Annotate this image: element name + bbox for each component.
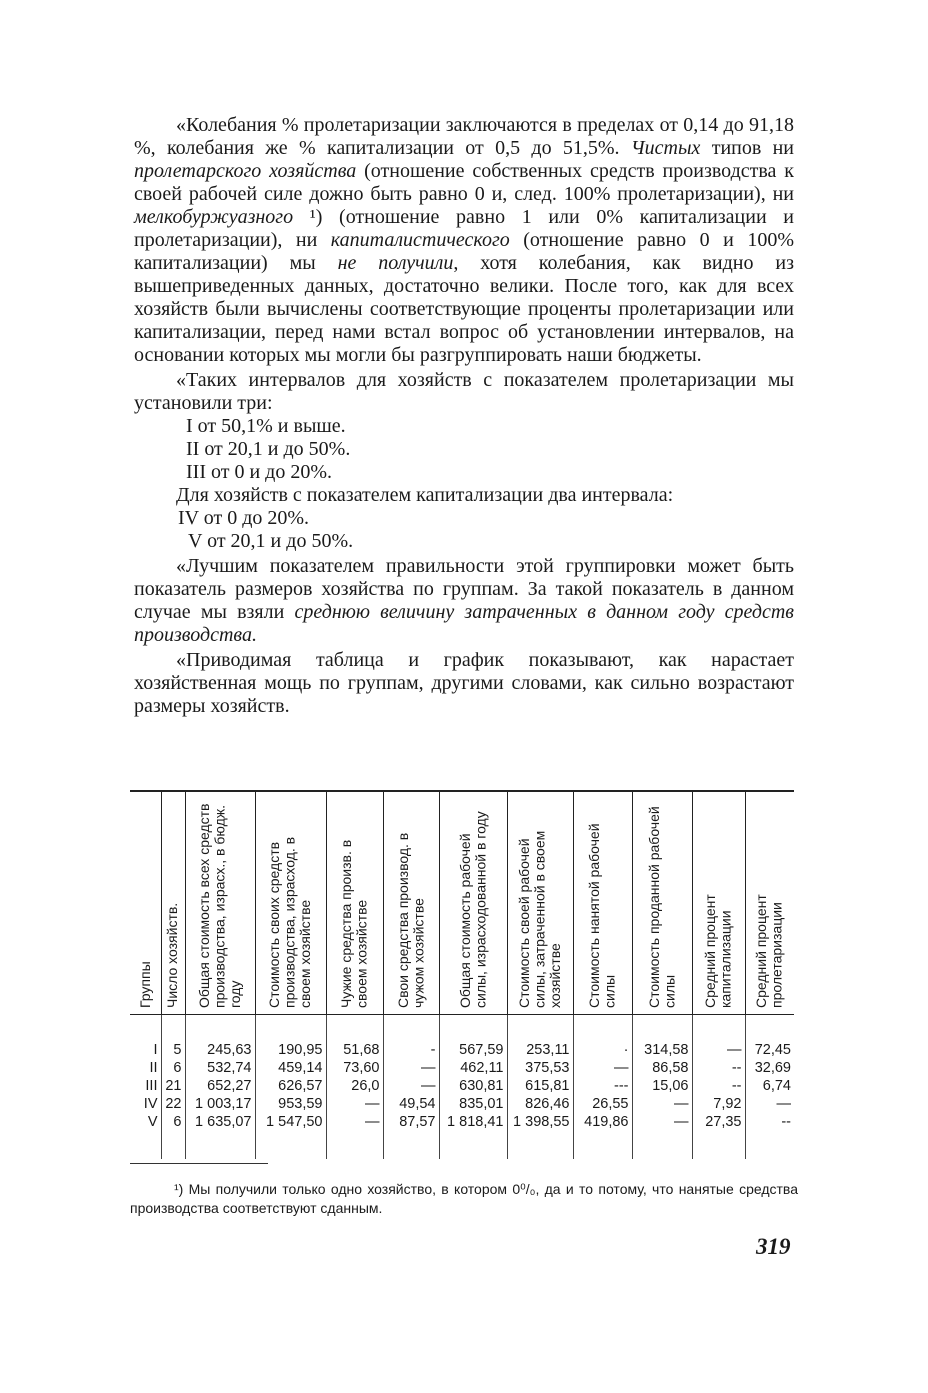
header-cell: Число хозяйств. (161, 791, 185, 1015)
p1-italic-4: капиталистического (330, 229, 510, 251)
table-cell: 72,45 (745, 1041, 794, 1059)
table-row (130, 1059, 794, 1077)
header-cell: Стоимость проданной рабочей силы (632, 791, 692, 1015)
paragraph-3: Для хозяйств с показателем капитализации два интервала: (176, 484, 674, 506)
table-cell: 253,11 (507, 1041, 573, 1059)
table-cell: III (145, 1078, 158, 1094)
footnote (130, 1180, 798, 1218)
table-cell: 1 635,07 (185, 1113, 255, 1131)
table-cell: 567,59 (439, 1041, 507, 1059)
header-cell: Стоимость своих средств производства, израсход. в своем хозяйстве (255, 791, 326, 1015)
p4-text: «Лучшим показателем правильности этой группировки может быть показатель размеров хозяйства по группам. За такой показатель в данном случае мы взяли (134, 555, 794, 623)
table-cell: -- (692, 1077, 745, 1095)
table-cell: — (692, 1041, 745, 1059)
p4-italic: среднюю величину затраченных в данном году средств производства. (134, 601, 794, 646)
table-cell: 21 (161, 1077, 185, 1095)
table-cell: I (153, 1042, 158, 1058)
data-table-wrapper (130, 790, 794, 1165)
table-cell: 375,53 (507, 1059, 573, 1077)
table-cell: 27,35 (692, 1113, 745, 1131)
table-cell: 190,95 (255, 1041, 326, 1059)
table-cell: 26,0 (326, 1077, 383, 1095)
p1-text-6: , хотя колебания, как видно из вышеприведенных данных, достаточно велики. После того, как для всех хозяйств были вычислены соответствующие проценты пролетаризации или капитализации, перед нами встал вопрос об установлении интервалов, на основании которых мы могли бы разгруппировать наши бюджеты. (134, 252, 794, 366)
table-cell: 826,46 (507, 1095, 573, 1113)
table-cell: --- (573, 1077, 632, 1095)
table-cell: 49,54 (383, 1095, 439, 1113)
table-cell: — (573, 1059, 632, 1077)
table-cell: 532,74 (185, 1059, 255, 1077)
table-cell: - (383, 1041, 439, 1059)
table-cell: 73,60 (326, 1059, 383, 1077)
table-cell: 5 (161, 1041, 185, 1059)
table-cell: 1 547,50 (255, 1113, 326, 1131)
table-cell: 32,69 (745, 1059, 794, 1077)
main-text (134, 114, 794, 718)
footnote-text: ¹) Мы получили только одно хозяйство, в котором 0⁰/₀, да и то потому, что нанятые средства производства соответствуют сданным. (130, 1181, 798, 1216)
table-cell: 1 398,55 (507, 1113, 573, 1131)
table-cell: — (383, 1077, 439, 1095)
table-cell: — (383, 1059, 439, 1077)
table-cell: 835,01 (439, 1095, 507, 1113)
table-header-row (130, 791, 794, 1015)
table-cell: 15,06 (632, 1077, 692, 1095)
header-cell: Общая стоимость рабочей силы, израсходованной в году (439, 791, 507, 1015)
page-number: 319 (756, 1234, 791, 1259)
table-cell: 26,55 (573, 1095, 632, 1113)
table-cell: — (326, 1095, 383, 1113)
table-cell: — (745, 1095, 794, 1113)
interval-3: III от 0 и до 20%. (186, 461, 332, 483)
table-tail-row (130, 1131, 794, 1159)
table-cell: 419,86 (573, 1113, 632, 1131)
p1-text-5: (отношение равно 0 и 100% капитализации) мы (134, 229, 794, 274)
p1-italic-5: не получили (337, 252, 454, 274)
table-cell: 459,14 (255, 1059, 326, 1077)
table-cell: · (573, 1041, 632, 1059)
header-cell: Чужие средства произв. в своем хозяйстве (326, 791, 383, 1015)
interval-1: I от 50,1% и выше. (186, 415, 346, 437)
table-cell: 630,81 (439, 1077, 507, 1095)
p1-italic-2: пролетарского хозяйства (134, 160, 357, 182)
p1-text-2: типов ни (700, 137, 795, 159)
table-cell: 51,68 (326, 1041, 383, 1059)
table-cell: 652,27 (185, 1077, 255, 1095)
table-row (130, 1041, 794, 1059)
table-spacer-row (130, 1015, 794, 1042)
interval-4: IV от 0 до 20%. (178, 507, 310, 529)
header-cell: Группы (130, 791, 161, 1015)
table-cell: 953,59 (255, 1095, 326, 1113)
table-cell: — (326, 1113, 383, 1131)
table-cell: II (149, 1060, 158, 1076)
table-cell: 626,57 (255, 1077, 326, 1095)
interval-5: V от 20,1 и до 50%. (188, 530, 354, 552)
table-row (130, 1095, 794, 1113)
header-cell: Общая стоимость всех средств производства, израсх., в бюдж. году (185, 791, 255, 1015)
table-cell: 6 (161, 1059, 185, 1077)
p1-italic-3: мелкобуржуазного (134, 206, 294, 228)
header-cell: Средний процент капитализации (692, 791, 745, 1015)
table-cell: 86,58 (632, 1059, 692, 1077)
paragraph-4 (134, 555, 794, 647)
table-row (130, 1077, 794, 1095)
table-cell: 6 (161, 1113, 185, 1131)
table-cell: V (147, 1114, 158, 1130)
header-cell: Свои средства производ. в чужом хозяйстве (383, 791, 439, 1015)
table-cell: — (632, 1113, 692, 1131)
table-cell: 87,57 (383, 1113, 439, 1131)
p1-italic-1: Чистых (630, 137, 701, 159)
table-cell: — (632, 1095, 692, 1113)
header-cell: Средний процент пролетаризации (745, 791, 794, 1015)
table-cell: IV (143, 1096, 158, 1112)
header-cell: Стоимость своей рабочей силы, затраченной в своем хозяйстве (507, 791, 573, 1015)
table-cell: 245,63 (185, 1041, 255, 1059)
footnote-divider (130, 1163, 268, 1164)
table-cell: 22 (161, 1095, 185, 1113)
table-cell: -- (692, 1059, 745, 1077)
paragraph-5: «Приводимая таблица и график показывают, как нарастает хозяйственная мощь по группам, другими словами, как сильно возрастают размеры хозяйств. (134, 649, 794, 717)
table-cell: 462,11 (439, 1059, 507, 1077)
header-cell: Стоимость нанятой рабочей силы (573, 791, 632, 1015)
table-cell: 314,58 (632, 1041, 692, 1059)
footnote-ref: ¹) (293, 206, 340, 228)
data-table (130, 790, 794, 1159)
p1-text-4: (отношение равно 1 или 0% капитализации и пролетаризации), ни (134, 206, 794, 251)
table-cell: 615,81 (507, 1077, 573, 1095)
interval-2: II от 20,1 и до 50%. (186, 438, 351, 460)
p1-text-3: (отношение собственных средств производства к своей рабочей силе дожно быть равно 0 и, след. 100% пролетаризации), ни (134, 160, 795, 205)
p1-text: «Колебания % пролетаризации заключаются в пределах от 0,14 до 91,18 %, колебания же % капитализации от 0,5 до 51,5%. (134, 114, 794, 159)
table-row (130, 1113, 794, 1131)
paragraph-1 (134, 114, 794, 367)
table-cell: 7,92 (692, 1095, 745, 1113)
table-cell: 1 818,41 (439, 1113, 507, 1131)
table-cell: -- (745, 1113, 794, 1131)
table-cell: 6,74 (745, 1077, 794, 1095)
table-cell: 1 003,17 (185, 1095, 255, 1113)
paragraph-2: «Таких интервалов для хозяйств с показателем пролетаризации мы установили три: (134, 369, 794, 414)
